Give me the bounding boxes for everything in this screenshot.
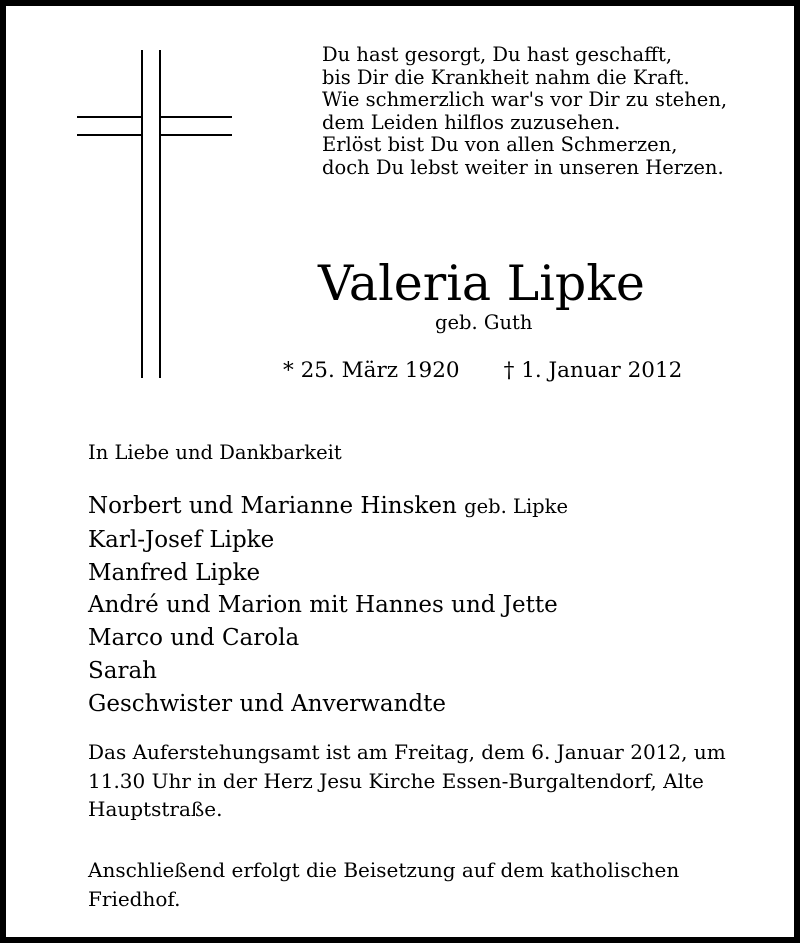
mourner-entry — [88, 557, 568, 590]
maiden-name: geb. Guth — [435, 311, 533, 334]
mourners-list — [88, 490, 568, 721]
death-date: † 1. Januar 2012 — [503, 358, 683, 383]
dedication-line: In Liebe und Dankbarkeit — [88, 441, 342, 464]
service-announcement: Das Auferstehungsamt ist am Freitag, dem 6. Januar 2012, um 11.30 Uhr in der Herz Jesu Kirche Essen-Burgaltendorf, Alte Hauptstraße. — [88, 740, 726, 821]
burial-announcement: Anschließend erfolgt die Beisetzung auf dem katholischen Friedhof. — [88, 858, 680, 911]
mourner-entry — [88, 490, 568, 524]
poem-line: Erlöst bist Du von allen Schmerzen, — [322, 133, 678, 157]
mourner-entry — [88, 589, 568, 622]
life-dates — [283, 357, 682, 385]
poem-line: dem Leiden hilflos zuzusehen. — [322, 110, 621, 134]
poem-line: doch Du lebst weiter in unseren Herzen. — [322, 155, 724, 179]
cross-intersection — [143, 116, 159, 136]
mourner-name: Marco und Carola — [88, 625, 300, 652]
mourner-name: Karl-Josef Lipke — [88, 526, 275, 553]
mourner-name: Geschwister und Anverwandte — [88, 690, 446, 717]
mourner-entry — [88, 524, 568, 557]
mourner-name: Norbert und Marianne Hinsken — [88, 493, 457, 519]
mourner-name: Manfred Lipke — [88, 559, 261, 586]
deceased-name: Valeria Lipke — [318, 255, 645, 312]
mourner-entry — [88, 655, 568, 688]
mourner-note: geb. Lipke — [464, 495, 569, 518]
poem-line: Wie schmerzlich war's vor Dir zu stehen, — [322, 88, 728, 112]
mourner-entry — [88, 622, 568, 655]
birth-date: * 25. März 1920 — [283, 358, 460, 383]
cross-vertical-beam — [141, 50, 161, 378]
mourner-entry — [88, 688, 568, 721]
memorial-poem — [322, 44, 727, 180]
poem-line: bis Dir die Krankheit nahm die Kraft. — [322, 65, 690, 89]
poem-line: Du hast gesorgt, Du hast geschafft, — [322, 43, 673, 66]
mourner-name: Sarah — [88, 657, 157, 684]
mourner-name: André und Marion mit Hannes und Jette — [88, 592, 558, 619]
